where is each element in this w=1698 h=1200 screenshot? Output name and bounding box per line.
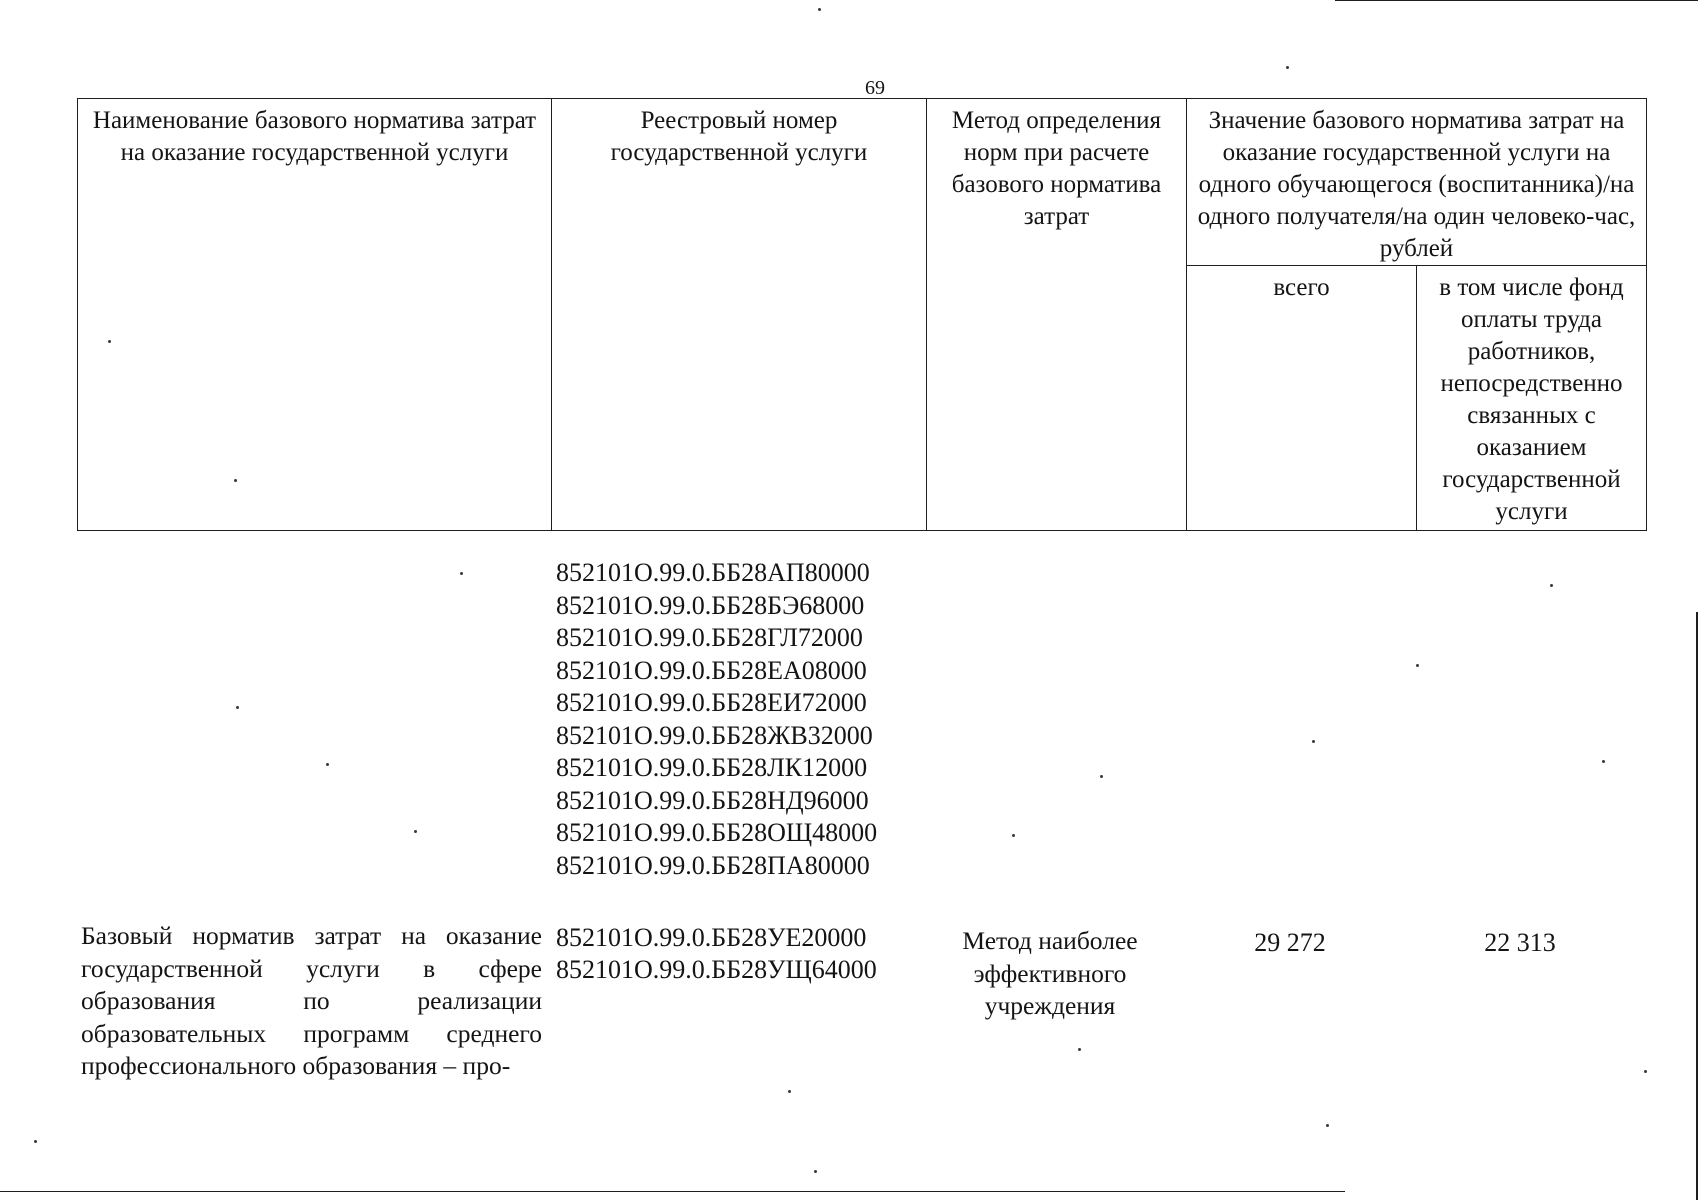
row-registry-codes [556,922,916,986]
scan-speck [236,706,239,709]
scan-speck [1012,834,1015,837]
registry-code: 852101О.99.0.ББ28БЭ68000 [556,590,865,620]
header-total: всего [1187,266,1417,531]
continuation-code-list [556,557,916,882]
page-number: 69 [865,77,885,99]
registry-code: 852101О.99.0.ББ28АП80000 [556,558,870,587]
scan-speck [460,572,463,575]
row-method: Метод наиболее эффективного учреждения [962,926,1138,1020]
bottom-rule [0,1191,1345,1192]
header-value: Значение базового норматива затрат на оказание государственной услуги на одного обучающегося (воспитанника)/на одного получателя/на один человеко-час, рублей [1187,99,1647,266]
registry-code: 852101О.99.0.ББ28УЩ64000 [556,955,877,984]
scan-speck [1644,1070,1647,1073]
scan-speck [1286,66,1289,69]
scan-speck [1416,664,1419,667]
registry-code: 852101О.99.0.ББ28ЕА08000 [556,655,867,685]
scan-speck [814,1170,817,1173]
top-edge-rule [1335,0,1698,1]
registry-code: 852101О.99.0.ББ28НД96000 [556,785,869,815]
scan-speck [1602,760,1605,763]
registry-code: 852101О.99.0.ББ28ОЩ48000 [556,818,878,847]
scan-speck [788,1090,791,1093]
scan-speck [108,340,111,343]
header-service-name: Наименование базового норматива затрат на оказание государственной услуги [78,99,552,531]
header-method: Метод определения норм при расчете базового норматива затрат [927,99,1187,531]
row-payroll-value: 22 313 [1484,928,1556,957]
registry-code: 852101О.99.0.ББ28ГЛ72000 [556,623,863,652]
scan-speck [234,479,237,482]
table-header [77,98,1647,531]
registry-code: 852101О.99.0.ББ28УЕ20000 [556,923,867,952]
registry-code: 852101О.99.0.ББ28ЛК12000 [556,753,868,782]
scan-speck [326,763,329,766]
row-total-value: 29 272 [1254,928,1326,957]
scan-speck [1550,584,1553,587]
scan-speck [1100,775,1103,778]
header-registry-number: Реестровый номер государственной услуги [552,99,927,531]
row-service-name: Базовый норматив затрат на оказание государственной услуги в сфере образования по реализации образовательных программ среднего профессионального образования – про- [81,921,542,1080]
scan-speck [1312,740,1315,743]
scan-speck [1326,1124,1329,1127]
scan-speck [1078,1048,1081,1051]
scan-speck [818,8,821,11]
registry-code: 852101О.99.0.ББ28ЖВ32000 [556,720,873,750]
registry-code: 852101О.99.0.ББ28ПА80000 [556,850,870,880]
header-payroll: в том числе фонд оплаты труда работников, непосредственно связанных с оказанием государственной услуги [1417,266,1647,531]
registry-code: 852101О.99.0.ББ28ЕИ72000 [556,688,867,717]
scan-speck [414,830,417,833]
scan-speck [34,1140,37,1143]
